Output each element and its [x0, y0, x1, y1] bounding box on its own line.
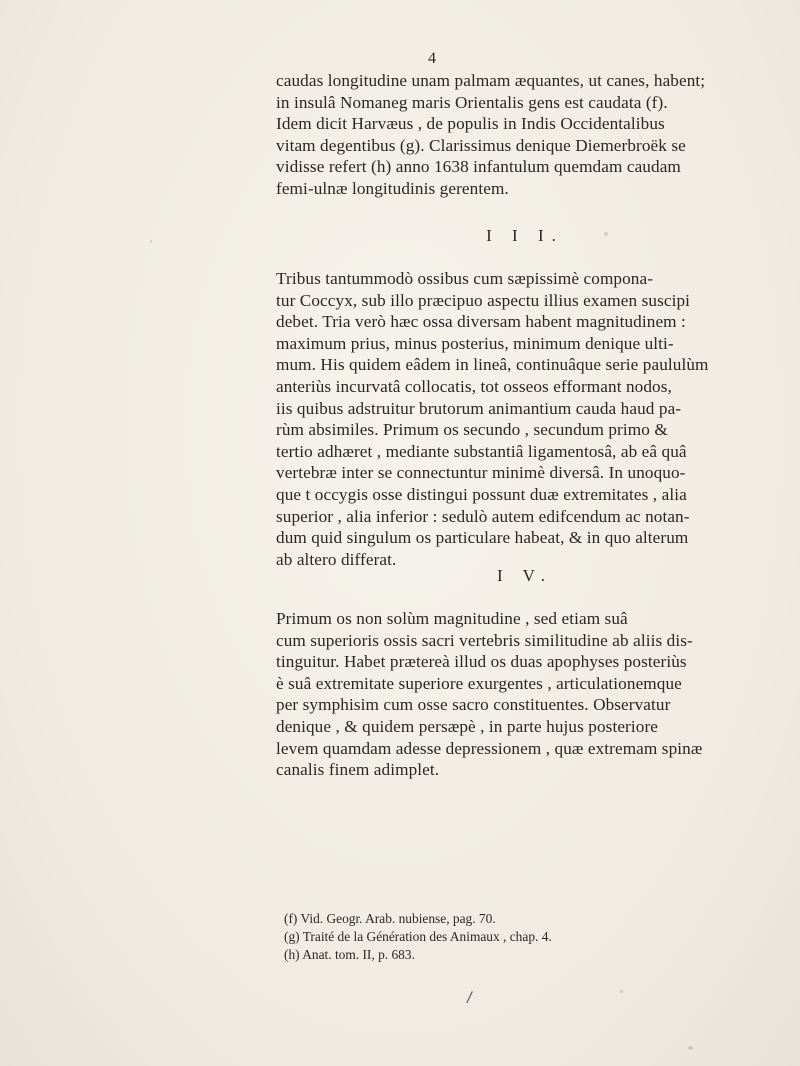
- footnotes: [276, 910, 774, 964]
- text-line: levem quamdam adesse depressionem , quæ extremam spinæ: [276, 738, 703, 758]
- section-heading-iii: I I I.: [486, 226, 564, 245]
- text-line: cum superioris ossis sacri vertebris similitudine ab aliis dis-: [276, 630, 693, 650]
- text-line: debet. Tria verò hæc ossa diversam habent magnitudinem :: [276, 312, 686, 332]
- paper-speck: [688, 1046, 693, 1050]
- section-heading-iv: I V.: [497, 566, 553, 585]
- text-line: tur Coccyx, sub illo præcipuo aspectu illius examen suscipi: [276, 290, 691, 310]
- text-line: è suâ extremitate superiore exurgentes , articulationemque: [276, 673, 682, 693]
- text-line: rùm absimiles. Primum os secundo , secundum primo &: [276, 420, 668, 440]
- page-number: 4: [428, 50, 436, 67]
- text-line: superior , alia inferior : sedulò autem edifcendum ac notan-: [276, 506, 690, 526]
- paper-speck: [604, 232, 608, 236]
- text-line: vidisse refert (h) anno 1638 infantulum quemdam caudam: [276, 157, 681, 177]
- text-line: femi-ulnæ longitudinis gerentem.: [276, 178, 509, 198]
- text-line: ab altero differat.: [276, 549, 397, 569]
- text-line: tinguitur. Habet prætereà illud os duas apophyses posteriùs: [276, 652, 687, 672]
- text-line: vitam degentibus (g). Clarissimus denique Diemerbroëk se: [276, 135, 686, 155]
- text-line: Idem dicit Harvæus , de populis in Indis Occidentalibus: [276, 114, 665, 134]
- text-line: denique , & quidem persæpè , in parte hujus posteriore: [276, 716, 659, 736]
- intro-paragraph: [276, 70, 774, 200]
- footnote-line: (g) Traité de la Génération des Animaux , chap. 4.: [284, 929, 552, 944]
- text-line: vertebræ inter se connectuntur minimè diversâ. In unoquo-: [276, 463, 686, 483]
- text-line: Primum os non solùm magnitudine , sed etiam suâ: [276, 609, 628, 628]
- text-line: maximum prius, minus posterius, minimum denique ulti-: [276, 333, 674, 353]
- text-line: anteriùs incurvatâ collocatis, tot osseos efformant nodos,: [276, 376, 672, 396]
- text-line: per symphisim cum osse sacro constituentes. Observatur: [276, 695, 671, 715]
- text-line: iis quibus adstruitur brutorum animantium cauda haud pa-: [276, 398, 682, 418]
- footnote-line: (f) Vid. Geogr. Arab. nubiense, pag. 70.: [284, 911, 496, 926]
- text-line: mum. His quidem eâdem in lineâ, continuâque serie paululùm: [276, 355, 709, 375]
- paper-speck: [150, 240, 152, 243]
- text-line: que t occygis osse distingui possunt duæ extremitates , alia: [276, 484, 687, 504]
- text-line: Tribus tantummodò ossibus cum sæpissimè compona-: [276, 269, 654, 288]
- text-line: caudas longitudine unam palmam æquantes, ut canes, habent;: [276, 71, 706, 90]
- section-iv-paragraph: [276, 608, 774, 781]
- text-line: in insulâ Nomaneg maris Orientalis gens est caudata (f).: [276, 92, 668, 112]
- text-line: canalis finem adimplet.: [276, 760, 440, 780]
- stray-mark: /: [465, 987, 474, 1007]
- text-line: tertio adhæret , mediante substantiâ ligamentosâ, ab eâ quâ: [276, 441, 687, 461]
- paper-speck: [620, 990, 623, 993]
- section-iii-paragraph: [276, 268, 774, 570]
- text-line: dum quid singulum os particulare habeat, & in quo alterum: [276, 528, 689, 548]
- footnote-line: (h) Anat. tom. II, p. 683.: [284, 947, 415, 962]
